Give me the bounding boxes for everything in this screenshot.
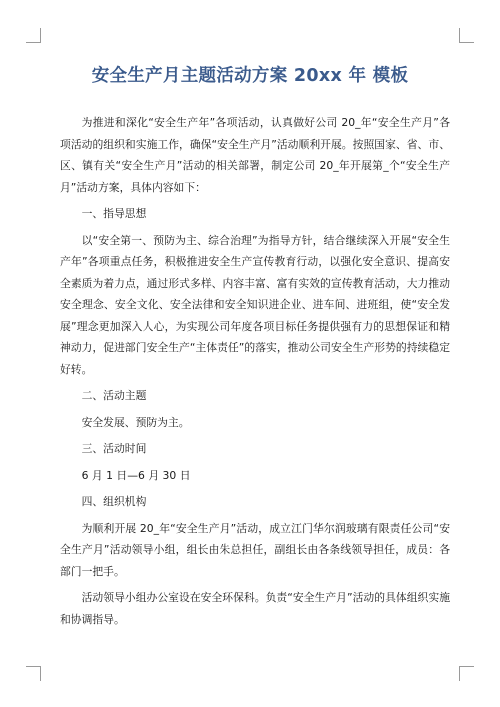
crop-mark-top-left	[26, 28, 41, 43]
guiding-ideology-paragraph: 以“安全第一、预防为主、综合治理”为指导方针，结合继续深入开展“安全生产年”各项重点任务，积极推进安全生产宣传教育行动，以强化安全意识、提高安全素质为着力点，通过形式多样、内容丰富、富有实效的宣传教育活动，大力推动安全理念、安全文化、安全法律和安全知识进企业、进车间、进班组，使“安全发展”理念更加深入人心，为实现公司年度各项目标任务提供强有力的思想保证和精神动力，促进部门安全生产“主体责任”的落实，推动公司安全生产形势的持续稳定好转。	[60, 233, 450, 376]
time-text: 6 月 1 日—6 月 30 日	[81, 468, 191, 482]
theme-text: 安全发展、预防为主。	[81, 415, 190, 429]
crop-mark-bottom-right	[459, 666, 474, 681]
document-title: 安全生产月主题活动方案 20xx 年 模板	[91, 66, 409, 86]
crop-mark-top-right	[459, 28, 474, 43]
section-heading-theme: 二、活动主题	[81, 389, 147, 402]
section-heading-guiding-ideology: 一、指导思想	[81, 207, 147, 220]
crop-mark-bottom-left	[26, 666, 41, 681]
intro-paragraph: 为推进和深化“安全生产年”各项活动，认真做好公司 20_年“安全生产月”各项活动的组织和实施工作，确保“安全生产月”活动顺利开展。按照国家、省、市、区、镇有关“安全生产月”活动的相关部署，制定公司 20_年开展第_个“安全生产月”活动方案，具体内容如下：	[60, 116, 450, 194]
section-heading-organization: 四、组织机构	[81, 495, 147, 508]
office-paragraph: 活动领导小组办公室设在安全环保科。负责“安全生产月”活动的具体组织实施和协调指导。	[60, 591, 450, 626]
section-heading-time: 三、活动时间	[81, 442, 147, 455]
organization-paragraph: 为顺利开展 20_年“安全生产月”活动，成立江门华尔润玻璃有限责任公司“安全生产月”活动领导小组，组长由朱总担任，副组长由各条线领导担任，成员：各部门一把手。	[60, 521, 450, 578]
document-body	[60, 112, 450, 630]
